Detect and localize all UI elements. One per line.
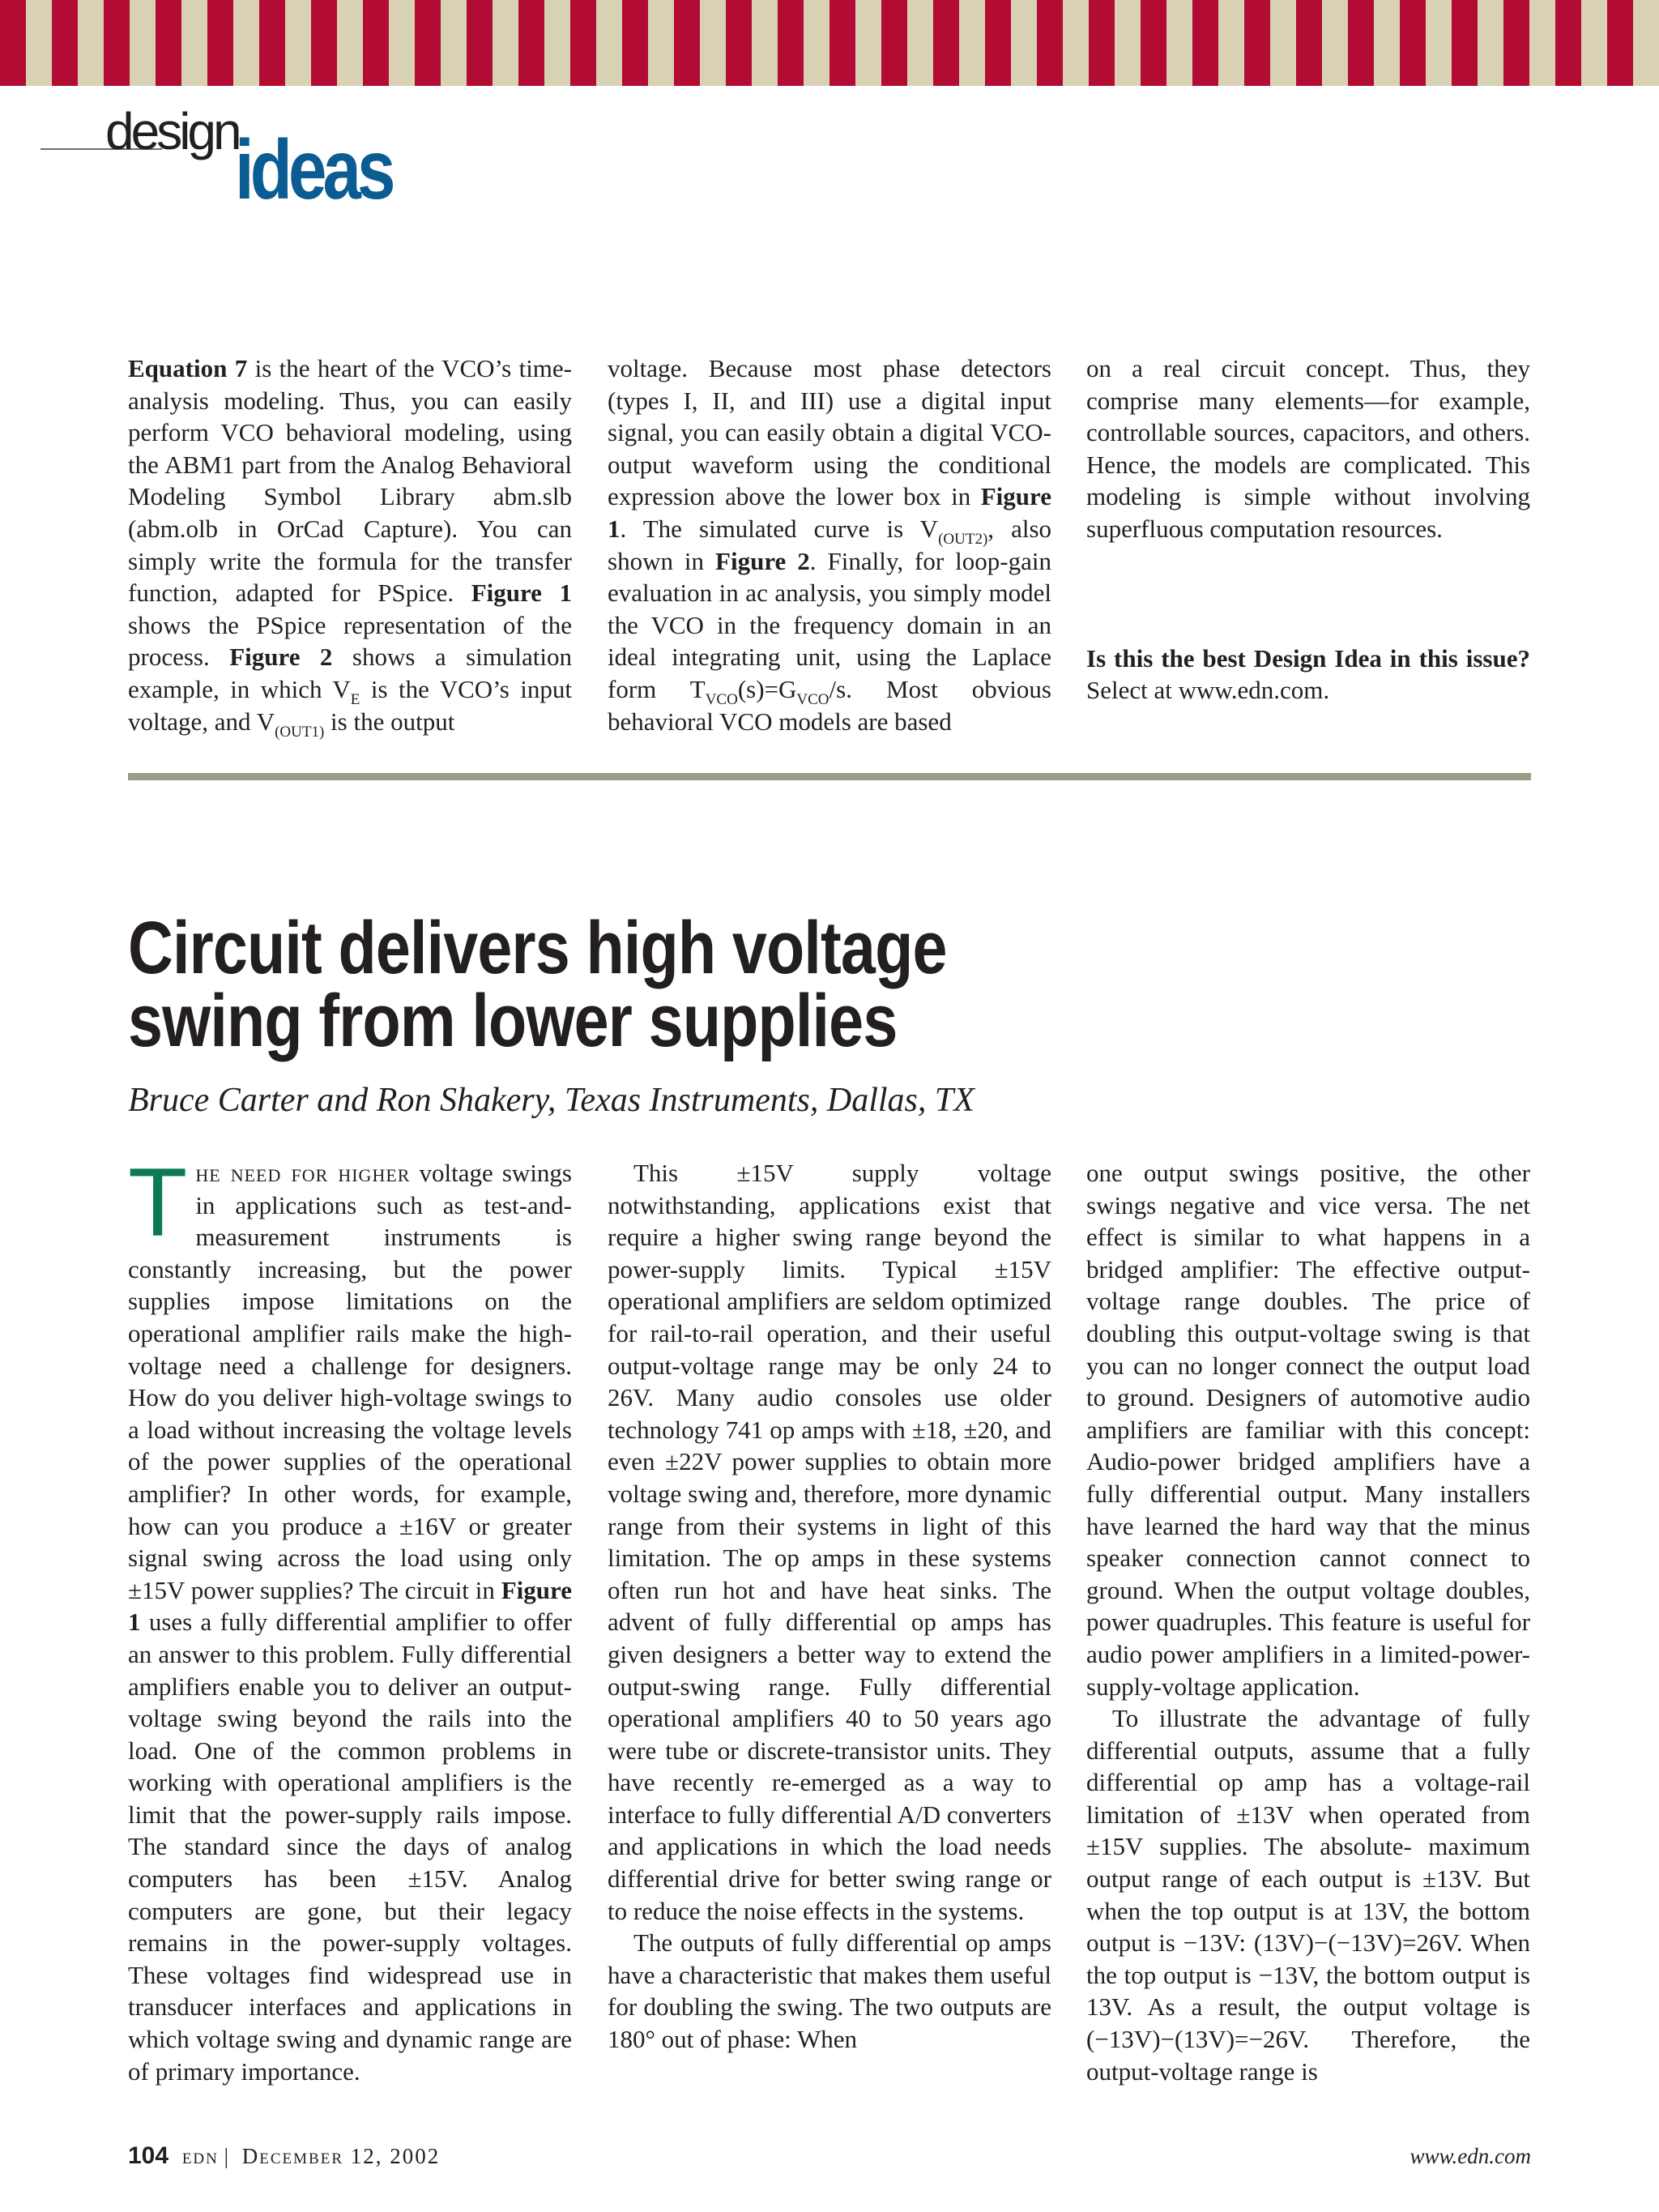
bold-reference: Figure 1	[471, 579, 572, 608]
article-col1-text	[128, 1148, 572, 2086]
reader-vote-instruction: Select at www.edn.com.	[1086, 676, 1330, 705]
article-column-2	[608, 1157, 1051, 2056]
subscript-text: (OUT2)	[938, 530, 988, 548]
bold-reference: Figure 1	[608, 482, 1051, 543]
page-number: 104	[128, 2142, 169, 2169]
text-run: (s)=G	[737, 674, 797, 703]
logo-word-design: design	[105, 102, 239, 160]
reader-vote-prompt	[1086, 643, 1530, 707]
drop-cap: T	[128, 1148, 188, 1257]
text-run: shows a simulation example, in which V	[128, 643, 572, 703]
subscript-text: E	[350, 690, 360, 708]
footer-url: www.edn.com	[1410, 2144, 1531, 2168]
issue-date: December 12, 2002	[241, 2144, 441, 2168]
lead-in-smallcaps: he need for higher	[195, 1159, 411, 1187]
article-col2-paragraph-2: The outputs of fully differential op amps have a characteristic that makes them useful for doubling the swing. The two outputs are 180° out of phase: When	[608, 1928, 1051, 2054]
text-run: voltage. Because most phase detectors (types I, II, and III) use a digital input signal, you can easily obtain a digital VCO-output waveform using the conditional expression above the lower box in	[608, 354, 1051, 511]
design-ideas-logo	[41, 102, 421, 219]
text-run: . The simulated curve is V	[620, 514, 939, 543]
article-col2-paragraph-1: This ±15V supply voltage notwithstanding, applications exist that require a higher swing range beyond the power-supply limits. Typical ±15V operational amplifiers are seldom optimized for rail-to-rail operation, and their useful output-voltage range may be only 24 to 26V. Many audio consoles use older technology 741 op amps with ±18, ±20, and even ±22V power supplies to obtain more voltage swing and, therefore, more dynamic range from their systems in light of this limitation. The op amps in these systems often run hot and have heat sinks. The advent of fully differential op amps has given designers a better way to extend the output-swing range. Fully differential operational amplifiers 40 to 50 years ago were tube or discrete-transistor units. They have recently re-emerged as a way to interface to fully differential A/D converters and applications in which the load needs differential drive for better swing range or to reduce the noise effects in the systems.	[608, 1159, 1051, 1925]
page-footer	[128, 2142, 1531, 2175]
bold-reference: Equation 7	[128, 354, 248, 382]
article-byline: Bruce Carter and Ron Shakery, Texas Instruments, Dallas, TX	[128, 1082, 975, 1119]
text-run: /s. Most obvious behavioral VCO models are based	[608, 674, 1051, 736]
reader-vote-question: Is this the best Design Idea in this issue?	[1086, 643, 1530, 673]
subscript-text: VCO	[705, 690, 738, 708]
article-column-1	[128, 1148, 572, 2087]
bold-reference: Figure 2	[715, 546, 810, 575]
subscript-text: (OUT1)	[275, 723, 325, 741]
top-article-col3-text: on a real circuit concept. Thus, they comprise many elements—for example, controllable sources, capacitors, and others. Hence, the models are complicated. This modeling is simple without involving superfluous computation resources.	[1086, 354, 1530, 543]
top-article-column-1	[128, 352, 573, 741]
article-headline: Circuit delivers high voltage swing from lower supplies	[128, 907, 947, 1062]
bold-reference: Figure 2	[229, 643, 333, 672]
subscript-text: VCO	[796, 690, 830, 708]
article-column-3	[1086, 1157, 1530, 2087]
top-article-column-3	[1086, 352, 1530, 707]
article-col3-paragraph-2: To illustrate the advantage of fully differential outputs, assume that a fully differential op amp has a voltage-rail limitation of ±13V when operated from ±15V supplies. The absolute- maximum output range of each output is ±13V. But when the top output is at 13V, the bottom output is −13V: (13V)−(−13V)=26V. When the top output is −13V, the bottom output is 13V. As a result, the output voltage is (−13V)−(13V)=−26V. Therefore, the output-voltage range is	[1086, 1704, 1530, 2086]
text-run: . Finally, for loop-gain evaluation in ac analysis, you simply model the VCO in the frequency domain in an ideal integrating unit, using the Laplace form T	[608, 546, 1051, 703]
text-run: shows the PSpice representation of the process.	[128, 610, 572, 672]
text-run: is the output	[324, 707, 455, 736]
publication-name: edn	[181, 2144, 219, 2168]
text-run: , also shown in	[608, 514, 1052, 575]
logo-word-ideas: ideas	[235, 123, 392, 217]
decorative-stripe-band	[0, 0, 1659, 86]
bold-reference: Figure 1	[128, 1575, 572, 1637]
section-divider	[128, 773, 1531, 780]
top-article-column-2	[608, 352, 1051, 737]
text-run: is the VCO’s input voltage, and V	[128, 674, 573, 736]
text-run: voltage swings in applications such as test-and-measurement instruments is constantly increasing, but the power supplies impose limitations on the operational amplifier rails make the high-voltage need a challenge for designers. How do you deliver high-voltage swings to a load without increasing the voltage levels of the power supplies of the operational amplifier? In other words, for example, how can you produce a ±16V or greater signal swing across the load using only ±15V power supplies? The circuit in	[128, 1159, 572, 1604]
footer-separator: |	[224, 2144, 229, 2168]
text-run: is the heart of the VCO’s time-analysis modeling. Thus, you can easily perform VCO behavioral modeling, using the ABM1 part from the Analog Behavioral Modeling Symbol Library abm.slb (abm.olb in OrCad Capture). You can simply write the formula for the transfer function, adapted for PSpice.	[128, 354, 573, 608]
text-run: uses a fully differential amplifier to offer an answer to this problem. Fully differential amplifiers enable you to deliver an output-voltage swing beyond the rails into the load. One of the common problems in working with operational amplifiers is the limit that the power-supply rails impose. The standard since the days of analog computers has been ±15V. Analog computers are gone, but their legacy remains in the power-supply voltages. These voltages find widespread use in transducer interfaces and applications in which voltage swing and dynamic range are of primary importance.	[128, 1608, 572, 2086]
article-col3-paragraph-1: one output swings positive, the other swings negative and vice versa. The net effect is similar to what happens in a bridged amplifier: The effective output-voltage range doubles. The price of doubling this output-voltage swing is that you can no longer connect the output load to ground. Designers of automotive audio amplifiers are familiar with this concept: Audio-power bridged amplifiers have a fully differential output. Many installers have learned the hard way that the minus speaker connection cannot connect to ground. When the output voltage doubles, power quadruples. This feature is useful for audio power amplifiers in a limited-power-supply-voltage application.	[1086, 1159, 1530, 1701]
